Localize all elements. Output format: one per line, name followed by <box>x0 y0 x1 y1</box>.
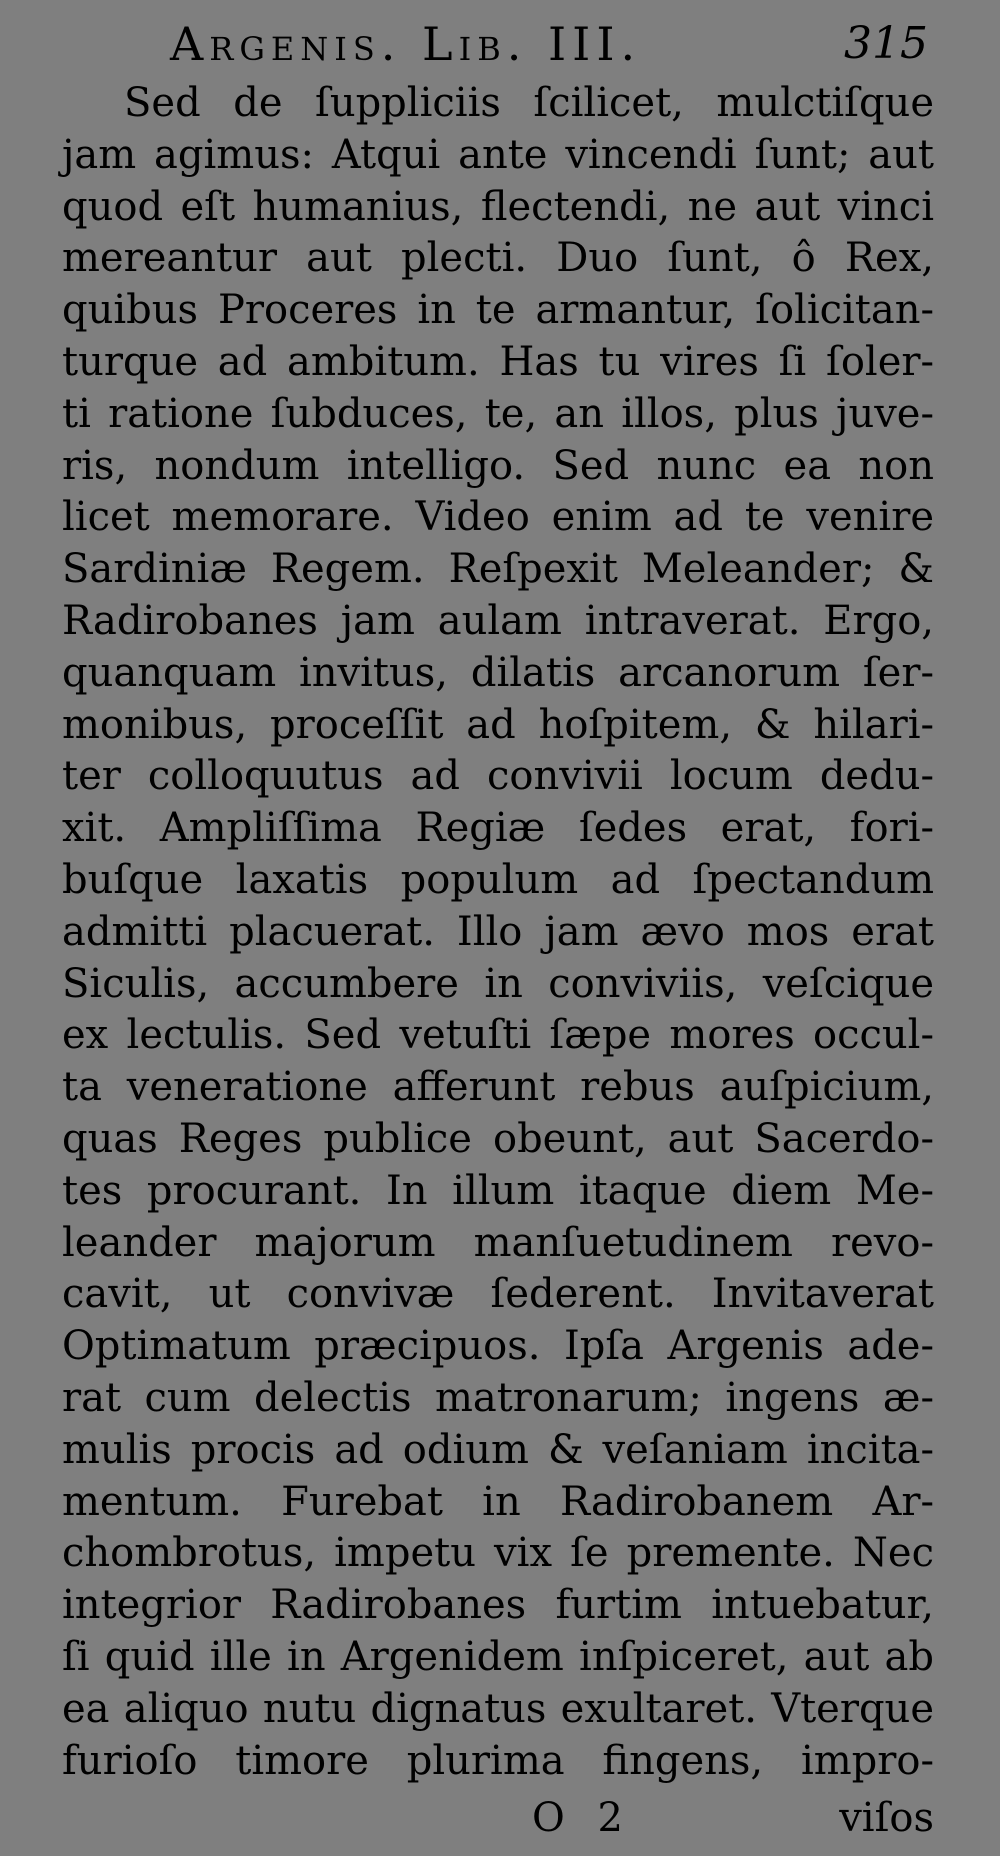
text-line: buſque laxatis populum ad ſpectandum <box>62 856 934 903</box>
text-line: xit. Ampliſſima Regiæ ſedes erat, fori- <box>62 805 934 852</box>
text-line: mulis procis ad odium & veſaniam incita- <box>62 1426 934 1473</box>
text-line: mereantur aut plecti. Duo ſunt, ô Rex, <box>62 235 934 282</box>
text-line: chombrotus, impetu vix ſe premente. Nec <box>62 1530 934 1577</box>
text-line: Siculis, accumbere in conviviis, veſcique <box>62 960 934 1007</box>
text-line: turque ad ambitum. Has tu vires ſi ſoler- <box>62 338 934 385</box>
text-line: licet memorare. Video enim ad te venire <box>62 494 934 541</box>
page-header <box>170 14 940 74</box>
text-line: Sed de ſuppliciis ſcilicet, mulctiſque <box>124 80 934 126</box>
text-line: furioſo timore plurima fingens, impro- <box>62 1737 934 1784</box>
text-line: quas Reges publice obeunt, aut Sacerdo- <box>62 1115 934 1162</box>
text-line: ter colloquutus ad convivii locum dedu- <box>62 753 934 800</box>
text-line: quibus Proceres in te armantur, ſolicitan- <box>62 287 934 334</box>
text-line: rat cum delectis matronarum; ingens æ- <box>62 1374 934 1421</box>
text-line: monibus, proceſſit ad hoſpitem, & hilari- <box>62 701 934 748</box>
text-line: mentum. Furebat in Radirobanem Ar- <box>62 1478 934 1525</box>
text-line: ti ratione ſubduces, te, an illos, plus juve- <box>62 390 934 437</box>
text-line: Sardiniæ Regem. Reſpexit Meleander; & <box>62 546 934 593</box>
text-line: ſi quid ille in Argenidem inſpiceret, aut ab <box>62 1633 934 1680</box>
catchword: viſos <box>839 1795 934 1841</box>
running-title: Argenis. Lib. III. <box>170 17 642 71</box>
text-line: quanquam invitus, dilatis arcanorum ſer- <box>62 649 934 696</box>
text-line: ea aliquo nutu dignatus exultaret. Vterque <box>62 1685 934 1732</box>
text-line: cavit, ut convivæ ſederent. Invitaverat <box>62 1271 934 1318</box>
text-line: leander majorum manſuetudinem revo- <box>62 1219 934 1266</box>
page-number: 315 <box>844 18 928 69</box>
signature-mark: O 2 <box>532 1795 633 1841</box>
text-line: jam agimus: Atqui ante vincendi ſunt; aut <box>62 131 934 178</box>
text-line: integrior Radirobanes furtim intuebatur, <box>62 1582 934 1629</box>
text-line: ta veneratione afferunt rebus auſpicium, <box>62 1064 934 1111</box>
text-line: ex lectulis. Sed vetuſti ſæpe mores occul- <box>62 1012 934 1059</box>
text-line: admitti placuerat. Illo jam ævo mos erat <box>62 908 934 955</box>
text-line: Optimatum præcipuos. Ipſa Argenis ade- <box>62 1323 934 1370</box>
text-line: quod eſt humanius, flectendi, ne aut vinci <box>62 183 934 230</box>
text-line: tes procurant. In illum itaque diem Me- <box>62 1167 934 1214</box>
body-text <box>62 78 934 1787</box>
text-line: Radirobanes jam aulam intraverat. Ergo, <box>62 597 934 644</box>
page-footer <box>0 1790 1000 1846</box>
text-line: ris, nondum intelligo. Sed nunc ea non <box>62 442 934 489</box>
